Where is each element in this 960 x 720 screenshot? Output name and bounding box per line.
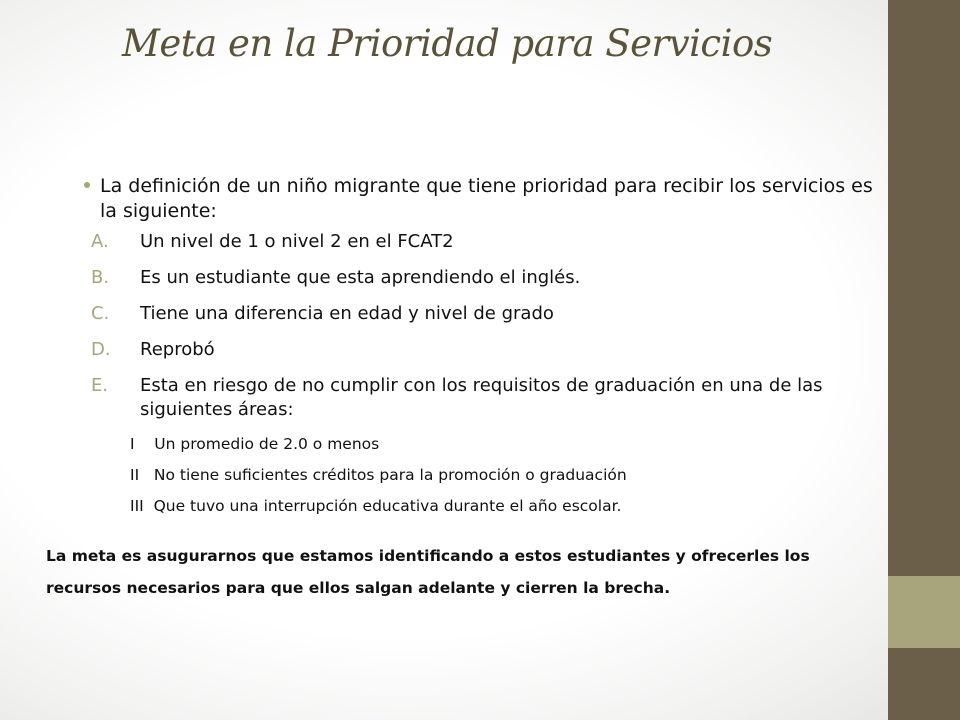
list-letter: C. — [91, 303, 110, 324]
list-item-text: Reprobó — [140, 339, 215, 360]
sidebar-band-middle — [888, 576, 960, 648]
list-item — [86, 266, 876, 290]
criteria-list — [86, 230, 876, 422]
roman-item: III Que tuvo una interrupción educativa durante el año escolar. — [130, 497, 622, 515]
main-bullet — [86, 174, 876, 224]
slide-title: Meta en la Prioridad para Servicios — [122, 22, 773, 65]
slide-content — [86, 174, 876, 527]
sidebar-band-top — [888, 0, 960, 576]
areas-list — [86, 434, 876, 516]
roman-item: I Un promedio de 2.0 o menos — [130, 435, 380, 453]
list-letter: D. — [91, 339, 111, 360]
list-letter: A. — [91, 231, 109, 252]
list-letter: E. — [91, 375, 109, 396]
sidebar-band-bottom — [888, 648, 960, 720]
list-item-text: Esta en riesgo de no cumplir con los requisitos de graduación en una de las siguientes áreas: — [140, 375, 823, 420]
list-item — [86, 302, 876, 326]
roman-item: II No tiene suficientes créditos para la promoción o graduación — [130, 466, 627, 484]
list-item — [86, 374, 876, 422]
list-letter: B. — [91, 267, 110, 288]
list-item — [86, 230, 876, 254]
list-item-text: Tiene una diferencia en edad y nivel de grado — [140, 303, 554, 324]
bullet-text: La definición de un niño migrante que tiene prioridad para recibir los servicios es la siguiente: — [100, 175, 873, 222]
list-item-text: Un nivel de 1 o nivel 2 en el FCAT2 — [140, 231, 454, 252]
goal-statement: La meta es asugurarnos que estamos identificando a estos estudiantes y ofrecerles los recursos necesarios para que ellos salgan adelante y cierren la brecha. — [46, 547, 810, 597]
list-item-text: Es un estudiante que esta aprendiendo el inglés. — [140, 267, 581, 288]
decorative-sidebar — [888, 0, 960, 720]
list-item — [86, 338, 876, 362]
bullet-dot-icon — [84, 182, 90, 188]
